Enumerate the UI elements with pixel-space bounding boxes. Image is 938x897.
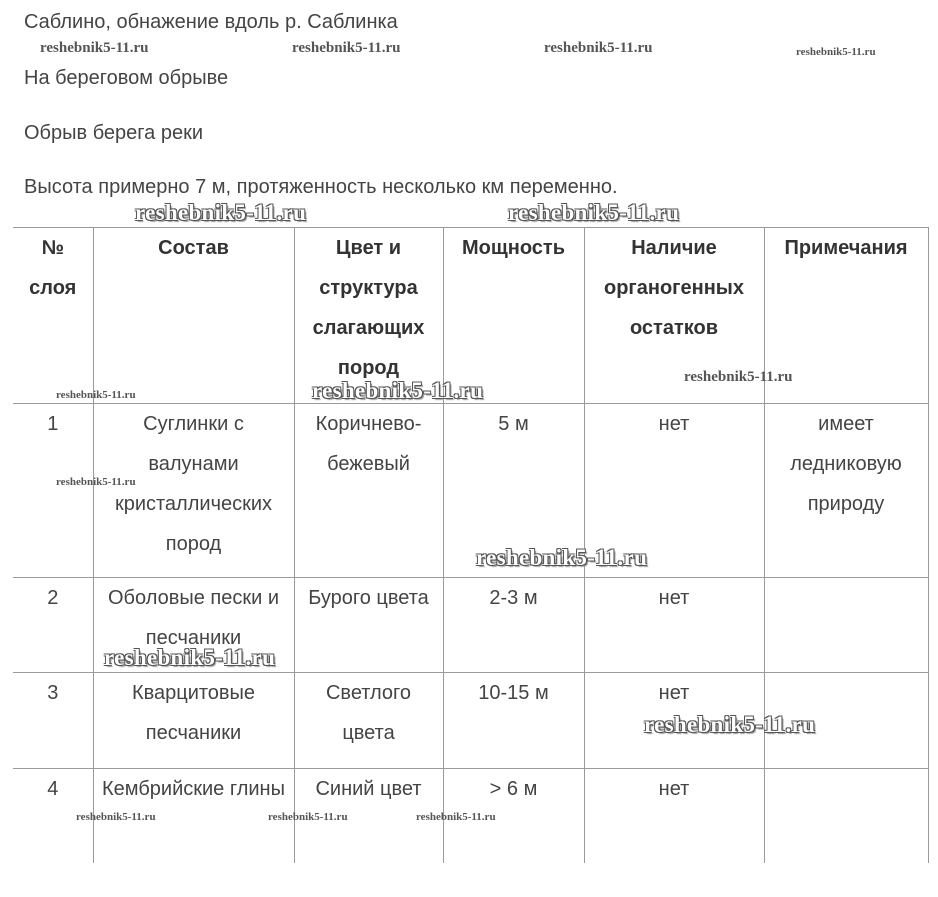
- cell-number: 3: [13, 673, 93, 769]
- cell-composition: Оболовые пески и песчаники: [93, 578, 294, 673]
- watermark: reshebnik5-11.ru: [268, 811, 348, 823]
- watermark: reshebnik5-11.ru: [644, 712, 816, 737]
- type-line: Обрыв берега реки: [24, 122, 203, 144]
- header-color: Цвет и структура слагающих пород: [294, 228, 443, 404]
- size-line: Высота примерно 7 м, протяженность несколько км переменно.: [24, 176, 618, 198]
- watermark: reshebnik5-11.ru: [76, 811, 156, 823]
- cell-remains: нет: [584, 673, 764, 769]
- cell-thickness: 5 м: [443, 404, 584, 578]
- table-header-row: [13, 228, 928, 404]
- cell-remains: нет: [584, 769, 764, 863]
- watermark: reshebnik5-11.ru: [508, 200, 680, 225]
- watermark: reshebnik5-11.ru: [416, 811, 496, 823]
- title-line: Саблино, обнажение вдоль р. Саблинка: [24, 11, 398, 33]
- watermark: reshebnik5-11.ru: [292, 40, 401, 56]
- header-composition: Состав: [93, 228, 294, 404]
- watermark: reshebnik5-11.ru: [56, 476, 136, 488]
- watermark: reshebnik5-11.ru: [544, 40, 653, 56]
- table-row: [13, 404, 928, 578]
- cell-number: 2: [13, 578, 93, 673]
- cell-composition: Кембрийские глины: [93, 769, 294, 863]
- cell-color: Светлого цвета: [294, 673, 443, 769]
- location-line: На береговом обрыве: [24, 67, 229, 89]
- cell-notes: имеет ледниковую природу: [764, 404, 928, 578]
- watermark: reshebnik5-11.ru: [40, 40, 149, 56]
- table-row: [13, 673, 928, 769]
- watermark: reshebnik5-11.ru: [56, 389, 136, 401]
- table-row: [13, 578, 928, 673]
- cell-color: Бурого цвета: [294, 578, 443, 673]
- cell-color: Синий цвет: [294, 769, 443, 863]
- header-number: № слоя: [13, 228, 93, 404]
- watermark: reshebnik5-11.ru: [684, 369, 793, 385]
- watermark: reshebnik5-11.ru: [312, 378, 484, 403]
- cell-notes: [764, 578, 928, 673]
- cell-color: Коричнево-бежевый: [294, 404, 443, 578]
- cell-thickness: 2-3 м: [443, 578, 584, 673]
- cell-notes: [764, 673, 928, 769]
- watermark: reshebnik5-11.ru: [476, 545, 648, 570]
- header-notes: Примечания: [764, 228, 928, 404]
- cell-thickness: 10-15 м: [443, 673, 584, 769]
- header-thickness: Мощность: [443, 228, 584, 404]
- layers-table: [13, 227, 929, 863]
- cell-remains: нет: [584, 404, 764, 578]
- header-remains: Наличие органогенных остатков: [584, 228, 764, 404]
- cell-number: 1: [13, 404, 93, 578]
- cell-composition: Суглинки с валунами кристаллических пород: [93, 404, 294, 578]
- cell-thickness: > 6 м: [443, 769, 584, 863]
- watermark: reshebnik5-11.ru: [135, 200, 307, 225]
- cell-remains: нет: [584, 578, 764, 673]
- watermark: reshebnik5-11.ru: [796, 46, 876, 58]
- watermark: reshebnik5-11.ru: [104, 645, 276, 670]
- table-row: [13, 769, 928, 863]
- cell-notes: [764, 769, 928, 863]
- cell-number: 4: [13, 769, 93, 863]
- cell-composition: Кварцитовые песчаники: [93, 673, 294, 769]
